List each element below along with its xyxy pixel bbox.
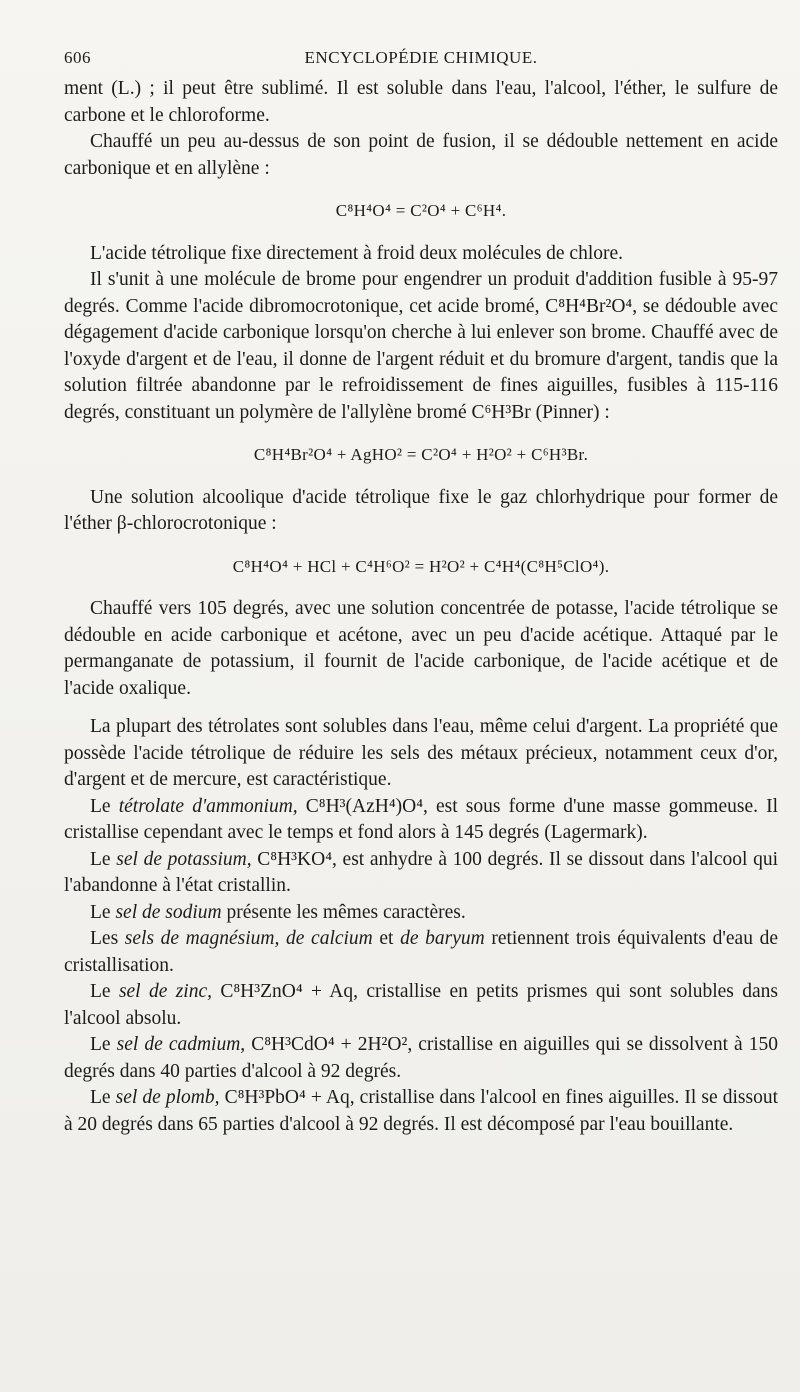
salt-description: retiennent trois équivalents d'eau de cristallisation. [64,928,778,976]
paragraph: L'acide tétrolique fixe directement à froid deux molécules de chlore. [90,242,624,264]
equation: C⁸H⁴O⁴ + HCl + C⁴H⁶O² = H²O² + C⁴H⁴(C⁸H⁵ClO⁴). [232,556,610,576]
salt-name: sel de potassium, [116,848,252,870]
salt-description: C⁸H³ZnO⁴ + Aq, cristallise en petits prismes qui sont solubles dans l'alcool absolu. [64,981,778,1029]
page-header [64,48,778,76]
prefix: Le [90,901,111,923]
paragraph: Chauffé vers 105 degrés, avec une solution concentrée de potasse, l'acide tétrolique se dédouble en acide carbonique et acétone, avec un peu d'acide acétique. Attaqué par le permanganate de potassium, il fournit de l'acide carbonique, de l'acide acétique et de l'acide oxalique. [64,598,778,699]
salt-description: C⁸H³(AzH⁴)O⁴, est sous forme d'une masse gommeuse. Il cristallise cependant avec le temps et fond alors à 145 degrés (Lagermark). [64,795,779,843]
paragraph-potassium [64,847,778,900]
salt-description: C⁸H³KO⁴, est anhydre à 100 degrés. Il se dissout dans l'alcool qui l'abandonne à l'état cristallin. [64,848,778,896]
page-body [64,76,778,1138]
page-number: 606 [64,48,91,67]
paragraph-alkaline-earth [64,926,778,979]
paragraph-ammonium [64,794,778,847]
prefix: Le [90,981,111,1002]
paragraph-zinc [64,979,778,1032]
prefix: Le [90,795,111,817]
salt-name: sel de zinc, [118,981,213,1002]
paragraph: Il s'unit à une molécule de brome pour engendrer un produit d'addition fusible à 95-97 degrés. Comme l'acide dibromocrotonique, cet acide bromé, C⁸H⁴Br²O⁴, se dédouble avec dégagement d'acide carbonique lorsqu'on cherche à lui enlever son brome. Chauffé avec de l'oxyde d'argent et de l'eau, il donne de l'argent réduit et du bromure d'argent, tandis que la solution filtrée abandonne par le refroidissement de fines aiguilles, fusibles à 115-116 degrés, constituant un polymère de l'allylène bromé C⁶H³Br (Pinner) : [64,269,778,423]
salt-name: sels de magnésium, de calcium [124,928,373,949]
paragraph: Chauffé un peu au-dessus de son point de fusion, il se dédouble nettement en acide carbonique et en allylène : [64,131,778,179]
prefix: Le [90,1034,111,1055]
paragraph-lead [64,1085,778,1138]
paragraph-cadmium [64,1032,778,1085]
salt-name: de baryum [400,928,485,949]
paragraph: ment (L.) ; il peut être sublimé. Il est soluble dans l'eau, l'alcool, l'éther, le sulfure de carbone et le chloroforme. [64,78,778,126]
prefix: Les [90,928,119,949]
paragraph: La plupart des tétrolates sont solubles dans l'eau, même celui d'argent. La propriété que possède l'acide tétrolique de réduire les sels des métaux précieux, notamment ceux d'or, d'argent et de mercure, est caractéristique. [64,716,778,790]
salt-description: C⁸H³PbO⁴ + Aq, cristallise dans l'alcool en fines aiguilles. Il se dissout à 20 degrés dans 65 parties d'alcool à 92 degrés. Il est décomposé par l'eau bouillante. [64,1087,778,1135]
paragraph-sodium [64,900,778,927]
salt-description: C⁸H³CdO⁴ + 2H²O², cristallise en aiguilles qui se dissolvent à 150 degrés dans 40 parties d'alcool à 92 degrés. [64,1034,779,1082]
salt-name: sel de cadmium, [116,1034,246,1055]
salt-name: sel de sodium [115,901,222,923]
running-title: ENCYCLOPÉDIE CHIMIQUE. [304,48,538,67]
conjunction: et [379,928,394,949]
prefix: Le [90,1087,111,1108]
salt-name: sel de plomb, [115,1087,220,1108]
salt-name: tétrolate d'ammonium, [118,795,298,817]
equation: C⁸H⁴Br²O⁴ + AgHO² = C²O⁴ + H²O² + C⁶H³Br. [253,445,589,464]
salt-description: présente les mêmes caractères. [226,901,466,923]
prefix: Le [90,848,111,870]
equation: C⁸H⁴O⁴ = C²O⁴ + C⁶H⁴. [335,201,507,220]
paragraph: Une solution alcoolique d'acide tétrolique fixe le gaz chlorhydrique pour former de l'éther β-chlorocrotonique : [64,486,778,534]
